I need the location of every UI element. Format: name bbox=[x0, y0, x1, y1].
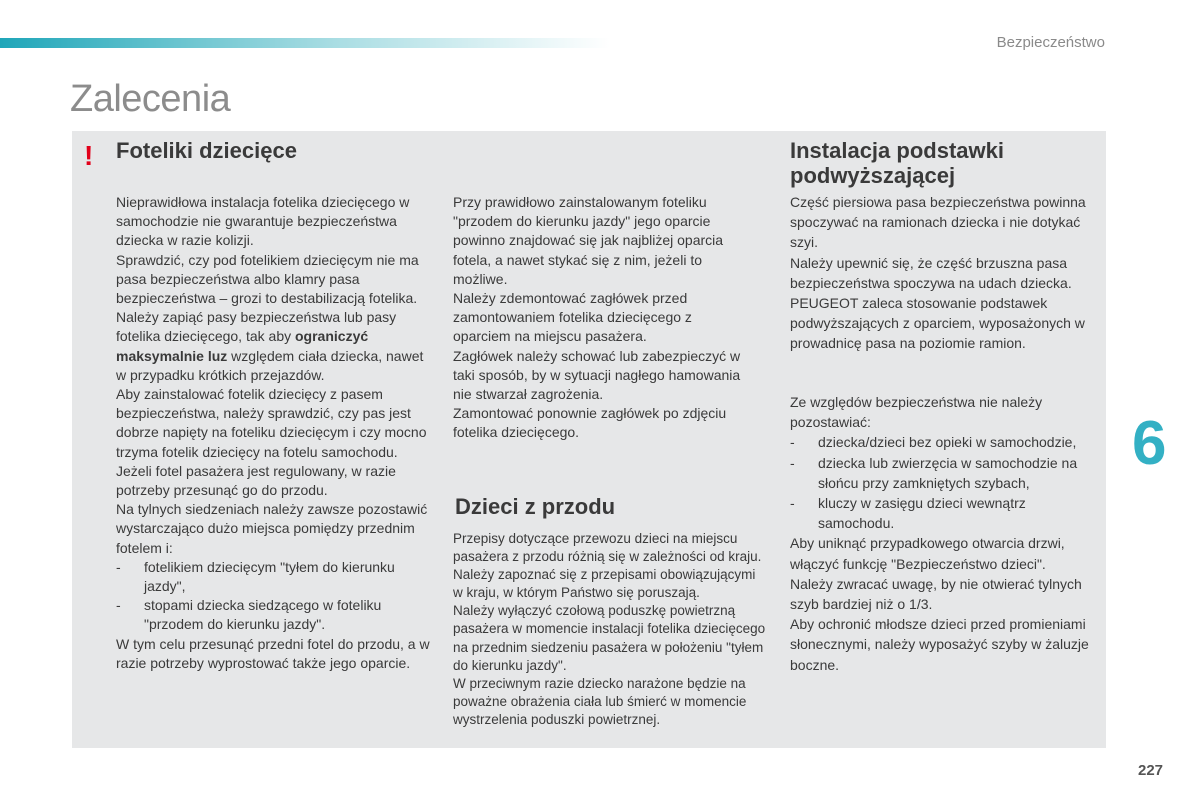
paragraph: Aby uniknąć przypadkowego otwarcia drzwi, włączyć funkcję "Bezpieczeństwo dzieci". bbox=[790, 535, 1065, 572]
dash-bullet: - bbox=[116, 597, 121, 614]
list-item bbox=[790, 453, 1105, 493]
chapter-number: 6 bbox=[1132, 409, 1167, 478]
paragraph-text: Należy zapiąć pasy bezpieczeństwa lub pasy fotelika dziecięcego, tak aby bbox=[116, 309, 397, 345]
paragraph-text: względem ciała dziecka, nawet w przypadku krótkich przejazdów. bbox=[116, 347, 424, 383]
paragraph: Przepisy dotyczące przewozu dzieci na miejscu pasażera z przodu różnią się w zależności od kraju. Należy zapoznać się z przepisami obowiązującymi w kraju, w którym Państwo się poruszają. bbox=[453, 531, 762, 601]
column-front-children bbox=[453, 530, 768, 729]
list-item-text: kluczy w zasięgu dzieci wewnątrz samochodu. bbox=[818, 495, 1026, 532]
page-title: Zalecenia bbox=[70, 78, 231, 120]
page-number: 227 bbox=[1138, 762, 1164, 779]
paragraph: Na tylnych siedzeniach należy zawsze pozostawić wystarczająco dużo miejsca pomiędzy przednim fotelem i: bbox=[116, 501, 428, 556]
paragraph: Sprawdzić, czy pod fotelikiem dziecięcym nie ma pasa bezpieczeństwa albo klamry pasa bezpieczeństwa – grozi to destabilizacją fotelika. bbox=[116, 251, 419, 307]
paragraph: Zamontować ponownie zagłówek po zdjęciu fotelika dziecięcego. bbox=[453, 405, 727, 441]
section-heading-booster bbox=[790, 138, 1004, 188]
column-safety-notes bbox=[790, 392, 1105, 675]
paragraph: Zagłówek należy schować lub zabezpieczyć w taki sposób, by w sytuacji nagłego hamowania nie stwarzał zagrożenia. bbox=[453, 347, 741, 403]
paragraph: Należy wyłączyć czołową poduszkę powietrzną pasażera w momencie instalacji fotelika dziecięcego na przednim siedzeniu pasażera w położeniu "tyłem do kierunku jazdy". bbox=[453, 603, 766, 673]
paragraph: Należy zdemontować zagłówek przed zamontowaniem fotelika dziecięcego z oparciem na miejscu pasażera. bbox=[453, 290, 692, 345]
list-item-text: stopami dziecka siedzącego w foteliku "przodem do kierunku jazdy". bbox=[144, 597, 382, 633]
paragraph: Należy upewnić się, że część brzuszna pasa bezpieczeństwa spoczywa na udach dziecka. bbox=[790, 254, 1072, 291]
paragraph: Część piersiowa pasa bezpieczeństwa powinna spoczywać na ramionach dziecka i nie dotykać szyi. bbox=[790, 194, 1086, 251]
paragraph: Nieprawidłowa instalacja fotelika dziecięcego w samochodzie nie gwarantuje bezpieczeństwa dziecka w razie kolizji. bbox=[116, 194, 410, 249]
column-child-seats bbox=[116, 193, 431, 673]
dash-bullet: - bbox=[790, 434, 795, 451]
paragraph bbox=[116, 308, 431, 385]
list-item-text: fotelikiem dziecięcym "tyłem do kierunku jazdy", bbox=[144, 558, 395, 595]
column-booster bbox=[790, 192, 1105, 354]
heading-line: Instalacja podstawki bbox=[790, 138, 1004, 163]
list-item bbox=[116, 596, 431, 634]
list-item-text: dziecka lub zwierzęcia w samochodzie na słońcu przy zamkniętych szybach, bbox=[818, 454, 1078, 491]
section-title: Bezpieczeństwo bbox=[996, 34, 1105, 51]
paragraph: W tym celu przesunąć przedni fotel do przodu, a w razie potrzeby wyprostować także jego oparcie. bbox=[116, 635, 430, 671]
header-accent-bar bbox=[0, 38, 610, 48]
paragraph: Należy zwracać uwagę, by nie otwierać tylnych szyb bardziej niż o 1/3. bbox=[790, 575, 1082, 613]
section-heading-child-seats: Foteliki dziecięce bbox=[116, 138, 297, 163]
column-headrest-notes bbox=[453, 193, 753, 443]
paragraph: Aby zainstalować fotelik dziecięcy z pasem bezpieczeństwa, należy sprawdzić, czy pas jest dobrze napięty na foteliku dziecięcym i czy mocno trzyma fotelik dziecięcy na fotelu samochodu. Jeżeli fotel pasażera jest regulowany, w razie potrzeby przesunąć go do przodu. bbox=[116, 386, 427, 499]
paragraph: Ze względów bezpieczeństwa nie należy pozostawiać: bbox=[790, 394, 1043, 431]
dash-bullet: - bbox=[116, 558, 121, 575]
dash-bullet: - bbox=[790, 454, 795, 471]
section-heading-front-children: Dzieci z przodu bbox=[455, 494, 616, 519]
list-item-text: dziecka/dzieci bez opieki w samochodzie, bbox=[818, 434, 1077, 451]
paragraph: W przeciwnym razie dziecko narażone będzie na poważne obrażenia ciała lub śmierć w momencie wystrzelenia poduszki powietrznej. bbox=[453, 675, 747, 727]
heading-line: podwyższającej bbox=[790, 163, 956, 188]
paragraph: Przy prawidłowo zainstalowanym foteliku "przodem do kierunku jazdy" jego oparcie powinno znajdować się jak najbliżej oparcia fotela, a nawet stykać się z nim, jeżeli to możliwe. bbox=[453, 194, 724, 287]
warning-icon: ! bbox=[84, 140, 94, 171]
dash-bullet: - bbox=[790, 495, 795, 512]
paragraph: PEUGEOT zaleca stosowanie podstawek podwyższających z oparciem, wyposażonych w prowadnicę pasa na poziomie ramion. bbox=[790, 295, 1085, 352]
emphasis-text: ograniczyć maksymalnie luz bbox=[116, 328, 369, 364]
list-item bbox=[790, 432, 1105, 452]
list-item bbox=[790, 493, 1105, 533]
list-item bbox=[116, 558, 431, 596]
paragraph: Aby ochronić młodsze dzieci przed promieniami słonecznymi, należy wyposażyć szyby w żaluzje boczne. bbox=[790, 616, 1089, 673]
